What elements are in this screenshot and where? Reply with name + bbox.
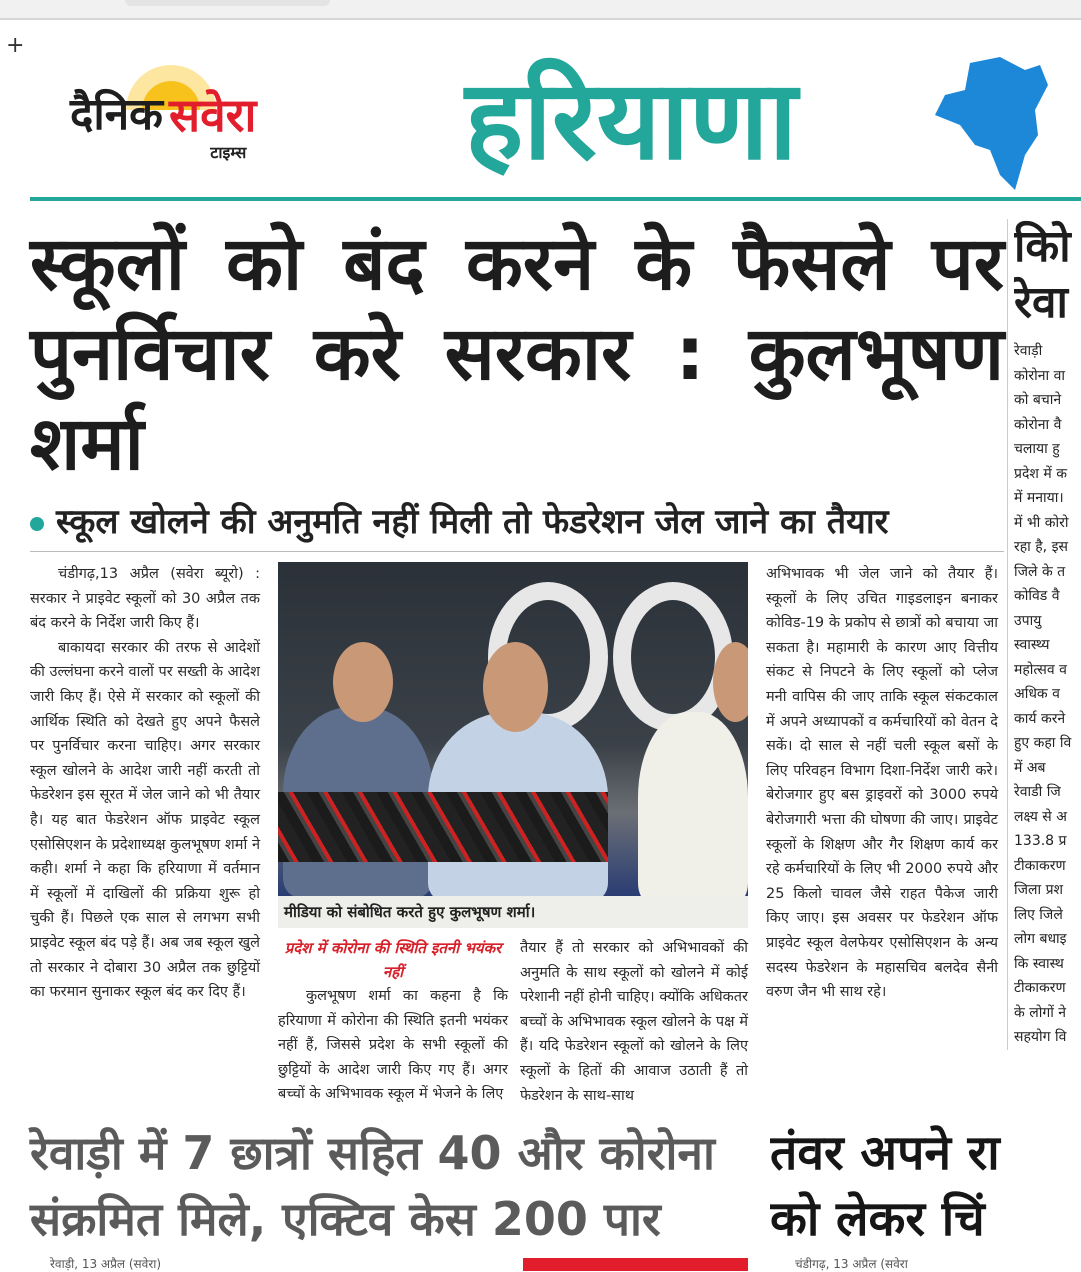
side-text-line: रेवाडी जि	[1014, 784, 1061, 800]
bottom-headline-left	[30, 1120, 760, 1252]
side-text-line: में मनाया।	[1014, 490, 1064, 506]
side-text-line: महोत्सव व	[1014, 661, 1067, 678]
article-column-2	[278, 936, 508, 1108]
section-title: हरियाणा	[465, 56, 798, 184]
side-text-line: जिले के त	[1014, 563, 1066, 580]
paragraph: चंडीगढ़,13 अप्रैल (सवेरा ब्यूरो) : सरकार ने प्राइवेट स्कूलों को 30 अप्रैल तक बंद करने के निर्देश जारी किए हैं।	[30, 566, 260, 632]
side-text-line: रेवाड़ी	[1014, 343, 1043, 359]
article-column-4	[766, 562, 998, 1005]
side-text-line: रहा है, इस	[1014, 539, 1068, 555]
masthead	[0, 20, 1081, 197]
side-text-line: कोविड वै	[1014, 588, 1060, 604]
article-headline: स्कूलों को बंद करने के फैसले पर पुनर्विचार करे सरकार : कुलभूषण शर्मा	[30, 221, 1004, 487]
side-text-line: प्रदेश में क	[1014, 465, 1067, 482]
article-column-3	[520, 936, 748, 1108]
bottom-headline-right	[770, 1120, 1081, 1252]
section-subhead: प्रदेश में कोरोना की स्थिति इतनी भयंकर नहीं	[284, 939, 502, 981]
article-column-1	[30, 562, 260, 1005]
paragraph: अभिभावक भी जेल जाने को तैयार हैं। स्कूलों के लिए उचित गाइडलाइन बनाकर कोविड-19 के प्रकोप से छात्रों को बचाया जा सकता है। महामारी के कारण आए वित्तीय संकट से निपटने के लिए स्कूलों को प्लेज मनी वापिस की जाए ताकि स्कूल संकटकाल में अपने अध्यापकों व कर्मचारियों को वेतन दे सकें। दो साल से नहीं चली स्कूल बसों के लिए परिवहन विभाग दिशा-निर्देश जारी करे। बेरोजगार हुए बस ड्राइवरों को 3000 रुपये बेरोजगारी भत्ता की घोषणा की जाए। प्राइवेट स्कूलों के शिक्षण और गैर शिक्षण कार्य कर रहे कर्मचारियों के लिए भी 2000 रुपये और 25 किलो चावल जैसे राहत पैकेज जारी किए जाए। इस अवसर पर फेडरेशन ऑफ प्राइवेट स्कूल वेलफेयर एसोसिएशन के अन्य सदस्य फेडरेशन के महासचिव बलदेव सैनी वरुण जैन भी साथ रहे।	[766, 566, 998, 1001]
side-headline: कोि	[1014, 221, 1071, 272]
person-head	[333, 642, 393, 722]
person-head	[483, 642, 548, 732]
side-text-line: के लोगों ने	[1014, 1004, 1067, 1021]
side-text-line: कोरोना वै	[1014, 416, 1062, 433]
header-rule	[30, 197, 1081, 201]
headline-line: रेवाड़ी में 7 छात्रों सहित 40 और कोरोना	[30, 1126, 715, 1181]
side-text-line: चलाया हु	[1014, 441, 1060, 457]
bottom-headlines	[0, 1120, 1081, 1252]
bottom-dateline-right: चंडीगढ़, 13 अप्रैल (सवेरा	[795, 1257, 908, 1272]
haryana-map-icon	[930, 55, 1055, 195]
plus-icon[interactable]: +	[6, 33, 25, 58]
article-photo	[278, 562, 748, 896]
side-text-line: में अब	[1014, 759, 1046, 776]
column-divider	[1007, 219, 1008, 1050]
side-text-line: लोग बधाइ	[1014, 931, 1067, 947]
middle-block	[278, 562, 748, 1108]
red-banner	[523, 1258, 748, 1271]
side-text-line: सहयोग वि	[1014, 1029, 1067, 1045]
browser-top-bar	[0, 0, 1081, 20]
photo-caption: मीडिया को संबोधित करते हुए कुलभूषण शर्मा।	[278, 896, 748, 928]
side-text-line: में भी कोरो	[1014, 514, 1069, 531]
side-text-line: टीकाकरण	[1014, 857, 1066, 874]
bottom-stubs	[0, 1256, 1081, 1272]
side-text-line: जिला प्रश	[1014, 882, 1064, 898]
side-text	[1014, 339, 1081, 1050]
side-text-line: लिए जिले	[1014, 906, 1063, 923]
person-right	[638, 712, 748, 896]
headline-line: संक्रमित मिले, एक्टिव केस 200 पार	[30, 1192, 661, 1247]
microphones	[278, 792, 608, 862]
article-columns	[30, 562, 1004, 1108]
paragraph: बाकायदा सरकार की तरफ से आदेशों की उल्लंघना करने वालों पर सख्ती के आदेश जारी किए हैं। ऐसे में सरकार को स्कूलों की आर्थिक स्थिति को देखते हुए अपने फैसले पर पुनर्विचार करना चाहिए। अगर सरकार स्कूल खोलने के आदेश जारी नहीं करती तो फेडरेशन इस सूरत में जेल जाने को भी तैयार है। यह बात फेडरेशन ऑफ प्राइवेट स्कूल एसोसिएशन के प्रदेशाध्यक्ष कुलभूषण शर्मा ने कही। शर्मा ने कहा कि हरियाणा में वर्तमान में स्कूलों में दाखिलों की प्रक्रिया शुरू हो चुकी हैं। पिछले एक साल से लगभग सभी प्राइवेट स्कूल बंद पड़े हैं। अब जब स्कूल खुले तो सरकार ने दोबारा 30 अप्रैल तक छुट्टियों का फरमान सुनाकर स्कूल बंद कर दिए हैं।	[30, 639, 260, 1001]
lead-article	[30, 219, 1004, 1108]
article-subheadline	[30, 497, 1004, 547]
logo-sub: टाइम्स	[210, 143, 247, 162]
logo-ring	[613, 582, 733, 732]
bullet-icon	[30, 517, 44, 531]
side-text-line: टीकाकरण	[1014, 980, 1066, 996]
side-text-line: उपायु	[1014, 612, 1042, 629]
headline-line: तंवर अपने रा	[770, 1125, 1000, 1182]
bottom-dateline-left: रेवाड़ी, 13 अप्रैल (सवेरा)	[50, 1257, 162, 1272]
side-text-line: स्वास्थ्य	[1014, 637, 1050, 653]
paragraph: तैयार हैं तो सरकार को अभिभावकों की अनुमति के साथ स्कूलों को खोलने में कोई परेशानी नहीं होनी चाहिए। क्योंकि अधिकतर बच्चों के अभिभावक स्कूल खोलने के पक्ष में हैं। यदि फेडरेशन स्कूलों को खोलने के लिए स्कूलों के हितों की आवाज उठाती हैं तो फेडरेशन के साथ-साथ	[520, 940, 748, 1104]
subheadline-text: स्कूल खोलने की अनुमति नहीं मिली तो फेडरेशन जेल जाने का तैयार	[56, 502, 889, 542]
paragraph: कुलभूषण शर्मा का कहना है कि हरियाणा में कोरोना की स्थिति इतनी भयंकर नहीं हैं, जिससे प्रदेश के सभी स्कूलों की छुट्टियों के आदेश जारी किए गए हैं। अगर बच्चों के अभिभावक स्कूल में भेजने के लिए	[278, 988, 508, 1103]
side-text-line: अधिक व	[1014, 686, 1060, 702]
tab-handle[interactable]	[125, 0, 330, 6]
headline-line: को लेकर चिं	[770, 1191, 985, 1248]
logo-text: दैनिक	[70, 89, 163, 140]
side-text-line: को बचाने	[1014, 392, 1062, 408]
logo-accent: सवेरा	[168, 88, 257, 142]
side-text-line: कार्य करने	[1014, 710, 1066, 727]
side-text-line: कोरोना वा	[1014, 367, 1065, 384]
side-wrap	[1007, 219, 1081, 1050]
side-article	[1014, 219, 1081, 1050]
middle-columns	[278, 936, 748, 1108]
logo-row	[70, 65, 256, 143]
side-text-line: हुए कहा वि	[1014, 735, 1072, 751]
side-text-line: 133.8 प्र	[1014, 833, 1067, 849]
main-area	[0, 219, 1081, 1108]
newspaper-logo	[70, 65, 256, 163]
divider	[30, 551, 1004, 552]
side-text-line: लक्ष्य से अ	[1014, 808, 1067, 825]
side-headline: रेवा	[1014, 277, 1068, 328]
side-text-line: कि स्वास्थ	[1014, 955, 1064, 972]
person-head	[713, 642, 748, 722]
